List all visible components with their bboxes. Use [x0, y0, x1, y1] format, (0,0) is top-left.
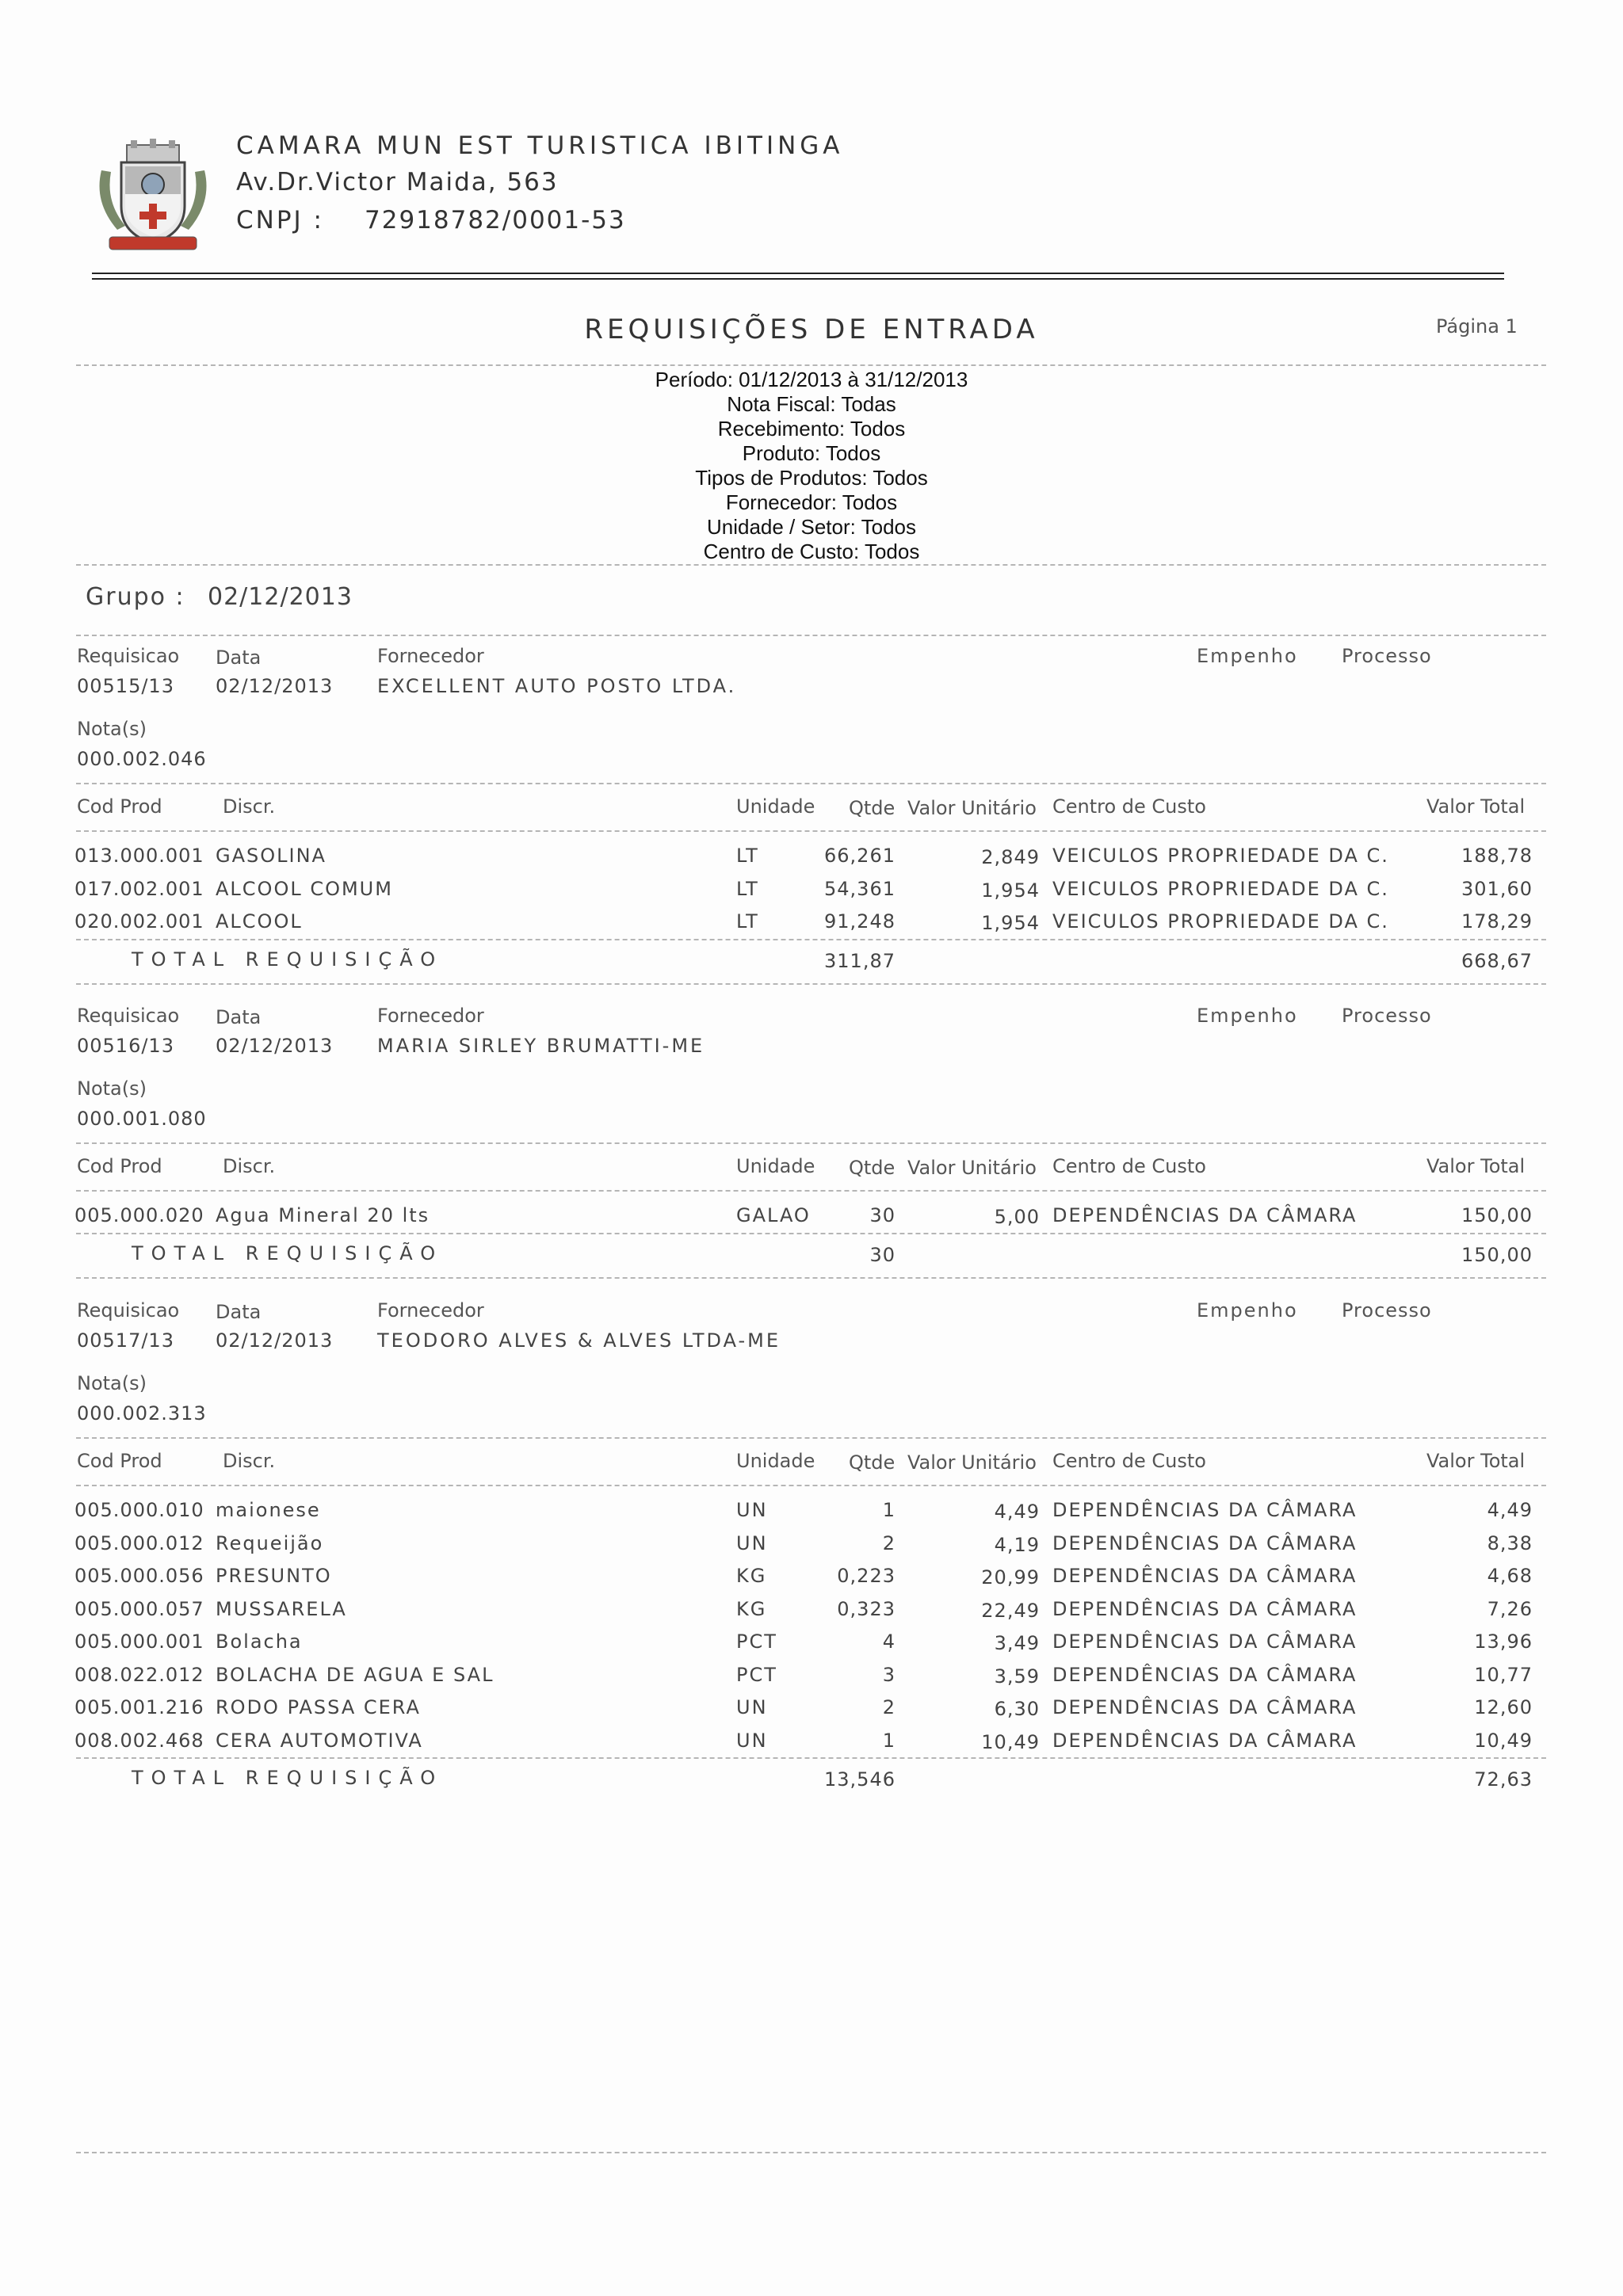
item-unit-price: 22,49: [981, 1599, 1040, 1622]
item-desc: MUSSARELA: [216, 1597, 347, 1620]
item-unit: UN: [736, 1499, 768, 1521]
item-cod: 005.000.001: [74, 1630, 204, 1653]
item-unit: PCT: [736, 1663, 777, 1686]
total-qty: 30: [869, 1243, 896, 1266]
item-total: 150,00: [1461, 1204, 1533, 1226]
item-cost-center: DEPENDÊNCIAS DA CÂMARA: [1052, 1630, 1358, 1653]
divider: [76, 983, 1546, 985]
divider: [76, 1485, 1546, 1486]
divider: [76, 1437, 1546, 1439]
divider: [76, 364, 1546, 366]
item-unit-price: 2,849: [981, 846, 1040, 868]
item-unit: GALAO: [736, 1204, 811, 1226]
divider: [76, 830, 1546, 832]
item-unit: UN: [736, 1696, 768, 1718]
notas-label: Nota(s): [77, 718, 147, 740]
col-valor-unitario: Valor Unitário: [907, 1157, 1037, 1179]
item-desc: ALCOOL: [216, 910, 303, 933]
data-label: Data: [216, 1301, 262, 1323]
org-name: CAMARA MUN EST TURISTICA IBITINGA: [236, 132, 844, 160]
filter-line: Produto: Todos: [742, 441, 881, 465]
total-value: 150,00: [1461, 1243, 1533, 1266]
item-total: 178,29: [1461, 910, 1533, 933]
item-unit: LT: [736, 910, 759, 933]
notas-label: Nota(s): [77, 1372, 147, 1394]
requisicao-label: Requisicao: [77, 645, 180, 667]
col-discr: Discr.: [223, 1155, 276, 1177]
cnpj-value: 72918782/0001-53: [365, 206, 626, 235]
item-desc: Bolacha: [216, 1630, 303, 1653]
item-desc: GASOLINA: [216, 845, 327, 867]
municipal-coat-of-arms-icon: [94, 139, 212, 254]
item-unit: UN: [736, 1729, 768, 1752]
total-requisicao-label: TOTAL REQUISIÇÃO: [132, 948, 444, 971]
item-unit-price: 6,30: [994, 1698, 1040, 1720]
item-unit-price: 10,49: [981, 1730, 1040, 1753]
requisicao-date: 02/12/2013: [216, 1035, 334, 1057]
item-unit: LT: [736, 845, 759, 867]
notas-label: Nota(s): [77, 1077, 147, 1100]
item-cod: 013.000.001: [74, 845, 204, 867]
total-requisicao-label: TOTAL REQUISIÇÃO: [132, 1241, 444, 1264]
col-unidade: Unidade: [736, 1450, 815, 1472]
item-total: 10,49: [1474, 1729, 1533, 1752]
item-total: 7,26: [1487, 1597, 1533, 1620]
requisicao-label: Requisicao: [77, 1299, 180, 1322]
footer-divider: [76, 2152, 1546, 2153]
filter-line: Unidade / Setor: Todos: [706, 515, 917, 539]
col-centro-custo: Centro de Custo: [1052, 795, 1206, 818]
item-unit: UN: [736, 1531, 768, 1554]
filter-line: Centro de Custo: Todos: [703, 540, 920, 563]
item-qty: 66,261: [824, 845, 896, 867]
col-valor-total: Valor Total: [1426, 795, 1526, 818]
col-valor-total: Valor Total: [1426, 1155, 1526, 1177]
filter-line: Nota Fiscal: Todas: [727, 392, 896, 416]
item-total: 10,77: [1474, 1663, 1533, 1686]
col-valor-unitario: Valor Unitário: [907, 797, 1037, 819]
item-desc: CERA AUTOMOTIVA: [216, 1729, 423, 1752]
divider: [76, 1142, 1546, 1144]
supplier-name: TEODORO ALVES & ALVES LTDA-ME: [377, 1329, 781, 1352]
item-qty: 2: [882, 1696, 896, 1718]
requisicao-number: 00516/13: [77, 1035, 174, 1057]
empenho-label: Empenho: [1197, 1299, 1298, 1322]
item-unit: PCT: [736, 1630, 777, 1653]
item-qty: 91,248: [824, 910, 896, 933]
item-cost-center: DEPENDÊNCIAS DA CÂMARA: [1052, 1531, 1358, 1554]
item-unit-price: 5,00: [994, 1206, 1040, 1228]
filter-line: Recebimento: Todos: [717, 417, 906, 441]
item-cod: 008.002.468: [74, 1729, 204, 1752]
item-cod: 008.022.012: [74, 1663, 204, 1686]
data-label: Data: [216, 1006, 262, 1028]
logo: [94, 139, 212, 254]
supplier-name: EXCELLENT AUTO POSTO LTDA.: [377, 675, 737, 697]
supplier-name: MARIA SIRLEY BRUMATTI-ME: [377, 1035, 705, 1057]
item-desc: Agua Mineral 20 lts: [216, 1204, 430, 1226]
item-unit-price: 3,59: [994, 1665, 1040, 1688]
item-cod: 005.000.056: [74, 1565, 204, 1587]
divider: [76, 1190, 1546, 1192]
item-unit-price: 4,19: [994, 1533, 1040, 1556]
nota-number: 000.002.046: [77, 748, 207, 770]
total-value: 668,67: [1461, 949, 1533, 972]
col-unidade: Unidade: [736, 795, 815, 818]
item-cod: 005.000.012: [74, 1531, 204, 1554]
filters: [0, 368, 1623, 564]
requisicao-number: 00517/13: [77, 1329, 174, 1352]
processo-label: Processo: [1342, 645, 1432, 667]
item-cost-center: DEPENDÊNCIAS DA CÂMARA: [1052, 1597, 1358, 1620]
requisicao-date: 02/12/2013: [216, 1329, 334, 1352]
item-cod: 005.000.020: [74, 1204, 204, 1226]
col-qtde: Qtde: [849, 1157, 896, 1179]
item-cod: 005.001.216: [74, 1696, 204, 1718]
fornecedor-label: Fornecedor: [377, 1299, 484, 1322]
item-total: 12,60: [1474, 1696, 1533, 1718]
item-total: 4,68: [1487, 1565, 1533, 1587]
requisicao-date: 02/12/2013: [216, 675, 334, 697]
col-discr: Discr.: [223, 795, 276, 818]
item-unit: KG: [736, 1597, 767, 1620]
empenho-label: Empenho: [1197, 1005, 1298, 1027]
divider: [76, 1277, 1546, 1279]
col-centro-custo: Centro de Custo: [1052, 1155, 1206, 1177]
item-desc: RODO PASSA CERA: [216, 1696, 421, 1718]
item-unit-price: 1,954: [981, 912, 1040, 934]
total-qty: 311,87: [824, 949, 896, 972]
col-cod-prod: Cod Prod: [77, 1155, 162, 1177]
filter-line: Período: 01/12/2013 à 31/12/2013: [655, 368, 968, 391]
col-cod-prod: Cod Prod: [77, 795, 162, 818]
item-qty: 1: [882, 1499, 896, 1521]
item-total: 301,60: [1461, 877, 1533, 900]
total-requisicao-label: TOTAL REQUISIÇÃO: [132, 1767, 444, 1789]
group-label: Grupo :: [86, 583, 185, 611]
item-cost-center: VEICULOS PROPRIEDADE DA C.: [1052, 845, 1389, 867]
divider: [76, 1233, 1546, 1234]
requisicao-number: 00515/13: [77, 675, 174, 697]
item-cod: 017.002.001: [74, 877, 204, 900]
divider: [76, 939, 1546, 940]
fornecedor-label: Fornecedor: [377, 645, 484, 667]
item-unit: LT: [736, 877, 759, 900]
col-valor-unitario: Valor Unitário: [907, 1451, 1037, 1474]
report-title: REQUISIÇÕES DE ENTRADA: [584, 314, 1039, 345]
filter-line: Tipos de Produtos: Todos: [695, 466, 928, 490]
empenho-label: Empenho: [1197, 645, 1298, 667]
item-cost-center: DEPENDÊNCIAS DA CÂMARA: [1052, 1729, 1358, 1752]
item-cod: 005.000.010: [74, 1499, 204, 1521]
item-cost-center: DEPENDÊNCIAS DA CÂMARA: [1052, 1499, 1358, 1521]
org-address: Av.Dr.Victor Maida, 563: [236, 168, 559, 196]
nota-number: 000.002.313: [77, 1402, 207, 1425]
item-unit-price: 1,954: [981, 879, 1040, 902]
divider: [76, 635, 1546, 636]
processo-label: Processo: [1342, 1299, 1432, 1322]
col-valor-total: Valor Total: [1426, 1450, 1526, 1472]
item-cod: 020.002.001: [74, 910, 204, 933]
item-qty: 2: [882, 1531, 896, 1554]
divider: [76, 783, 1546, 784]
item-unit-price: 4,49: [994, 1501, 1040, 1523]
total-value: 72,63: [1474, 1768, 1533, 1791]
item-qty: 0,323: [837, 1597, 896, 1620]
item-qty: 30: [869, 1204, 896, 1226]
divider: [76, 564, 1546, 566]
fornecedor-label: Fornecedor: [377, 1005, 484, 1027]
col-cod-prod: Cod Prod: [77, 1450, 162, 1472]
item-qty: 0,223: [837, 1565, 896, 1587]
col-unidade: Unidade: [736, 1155, 815, 1177]
header-divider: [92, 273, 1504, 280]
item-desc: BOLACHA DE AGUA E SAL: [216, 1663, 495, 1686]
item-unit-price: 3,49: [994, 1632, 1040, 1654]
item-desc: ALCOOL COMUM: [216, 877, 393, 900]
divider: [76, 1757, 1546, 1759]
item-qty: 1: [882, 1729, 896, 1752]
item-cost-center: DEPENDÊNCIAS DA CÂMARA: [1052, 1696, 1358, 1718]
item-total: 188,78: [1461, 845, 1533, 867]
group-value: 02/12/2013: [208, 583, 353, 611]
col-qtde: Qtde: [849, 1451, 896, 1474]
item-cost-center: DEPENDÊNCIAS DA CÂMARA: [1052, 1663, 1358, 1686]
processo-label: Processo: [1342, 1005, 1432, 1027]
item-total: 8,38: [1487, 1531, 1533, 1554]
data-label: Data: [216, 646, 262, 669]
item-cost-center: DEPENDÊNCIAS DA CÂMARA: [1052, 1204, 1358, 1226]
filter-line: Fornecedor: Todos: [725, 490, 898, 514]
item-desc: PRESUNTO: [216, 1565, 332, 1587]
cnpj-label: CNPJ :: [236, 206, 324, 235]
nota-number: 000.001.080: [77, 1108, 207, 1130]
item-cost-center: VEICULOS PROPRIEDADE DA C.: [1052, 877, 1389, 900]
item-desc: Requeijão: [216, 1531, 324, 1554]
item-cost-center: DEPENDÊNCIAS DA CÂMARA: [1052, 1565, 1358, 1587]
item-cost-center: VEICULOS PROPRIEDADE DA C.: [1052, 910, 1389, 933]
item-unit: KG: [736, 1565, 767, 1587]
item-qty: 54,361: [824, 877, 896, 900]
item-desc: maionese: [216, 1499, 321, 1521]
total-qty: 13,546: [824, 1768, 896, 1791]
item-qty: 4: [882, 1630, 896, 1653]
item-qty: 3: [882, 1663, 896, 1686]
col-centro-custo: Centro de Custo: [1052, 1450, 1206, 1472]
item-total: 4,49: [1487, 1499, 1533, 1521]
item-unit-price: 20,99: [981, 1566, 1040, 1589]
item-total: 13,96: [1474, 1630, 1533, 1653]
page-number: Página 1: [1436, 315, 1518, 338]
col-discr: Discr.: [223, 1450, 276, 1472]
requisicao-label: Requisicao: [77, 1005, 180, 1027]
col-qtde: Qtde: [849, 797, 896, 819]
item-cod: 005.000.057: [74, 1597, 204, 1620]
